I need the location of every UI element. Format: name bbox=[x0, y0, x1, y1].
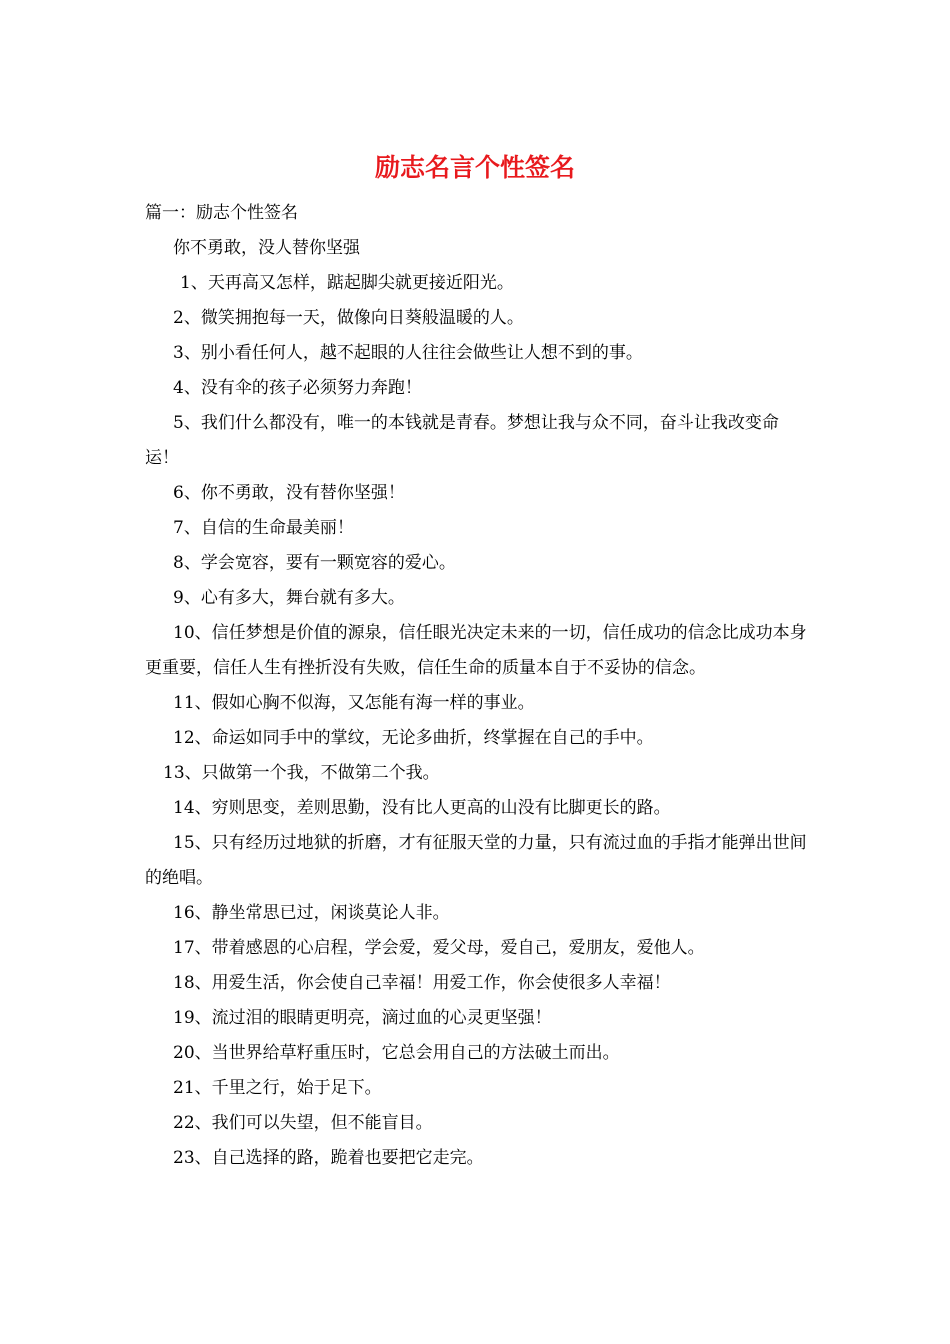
quote-item: 23、自己选择的路，跪着也要把它走完。 bbox=[173, 1148, 484, 1168]
quote-item: 9、心有多大，舞台就有多大。 bbox=[173, 588, 405, 608]
quote-item: 6、你不勇敢，没有替你坚强！ bbox=[173, 483, 405, 503]
quote-item: 2、微笑拥抱每一天，做像向日葵般温暖的人。 bbox=[173, 308, 524, 328]
quote-item: 11、假如心胸不似海，又怎能有海一样的事业。 bbox=[173, 693, 535, 713]
quote-item: 8、学会宽容，要有一颗宽容的爱心。 bbox=[173, 553, 456, 573]
section-heading: 篇一：励志个性签名 bbox=[145, 203, 298, 223]
quote-item: 16、静坐常思已过，闲谈莫论人非。 bbox=[173, 903, 450, 923]
quote-item: 22、我们可以失望，但不能盲目。 bbox=[173, 1113, 433, 1133]
quote-item: 20、当世界给草籽重压时，它总会用自己的方法破土而出。 bbox=[173, 1043, 620, 1063]
quote-item: 19、流过泪的眼睛更明亮，滴过血的心灵更坚强！ bbox=[173, 1008, 552, 1028]
quote-item: 5、我们什么都没有，唯一的本钱就是青春。梦想让我与众不同，奋斗让我改变命运！ bbox=[145, 413, 779, 468]
document-body bbox=[145, 196, 810, 1176]
quote-item: 13、只做第一个我，不做第二个我。 bbox=[163, 763, 440, 783]
quote-item: 1、天再高又怎样，踮起脚尖就更接近阳光。 bbox=[180, 273, 514, 293]
quote-item: 14、穷则思变，差则思勤，没有比人更高的山没有比脚更长的路。 bbox=[173, 798, 671, 818]
quote-item: 12、命运如同手中的掌纹，无论多曲折，终掌握在自己的手中。 bbox=[173, 728, 654, 748]
quote-item: 17、带着感恩的心启程，学会爱，爱父母，爱自己，爱朋友，爱他人。 bbox=[173, 938, 705, 958]
document-title: 励志名言个性签名 bbox=[374, 153, 575, 182]
quote-item: 7、自信的生命最美丽！ bbox=[173, 518, 354, 538]
quote-item: 4、没有伞的孩子必须努力奔跑！ bbox=[173, 378, 422, 398]
section-subtitle: 你不勇敢，没人替你坚强 bbox=[173, 238, 360, 258]
quote-item: 21、千里之行，始于足下。 bbox=[173, 1078, 382, 1098]
quote-item: 10、信任梦想是价值的源泉，信任眼光决定未来的一切，信任成功的信念比成功本身更重要，信任人生有挫折没有失败，信任生命的质量本自于不妥协的信念。 bbox=[145, 623, 807, 678]
quote-item: 15、只有经历过地狱的折磨，才有征服天堂的力量，只有流过血的手指才能弹出世间的绝唱。 bbox=[145, 833, 807, 888]
quote-item: 18、用爱生活，你会使自己幸福！用爱工作，你会使很多人幸福！ bbox=[173, 973, 671, 993]
quote-item: 3、别小看任何人，越不起眼的人往往会做些让人想不到的事。 bbox=[173, 343, 643, 363]
